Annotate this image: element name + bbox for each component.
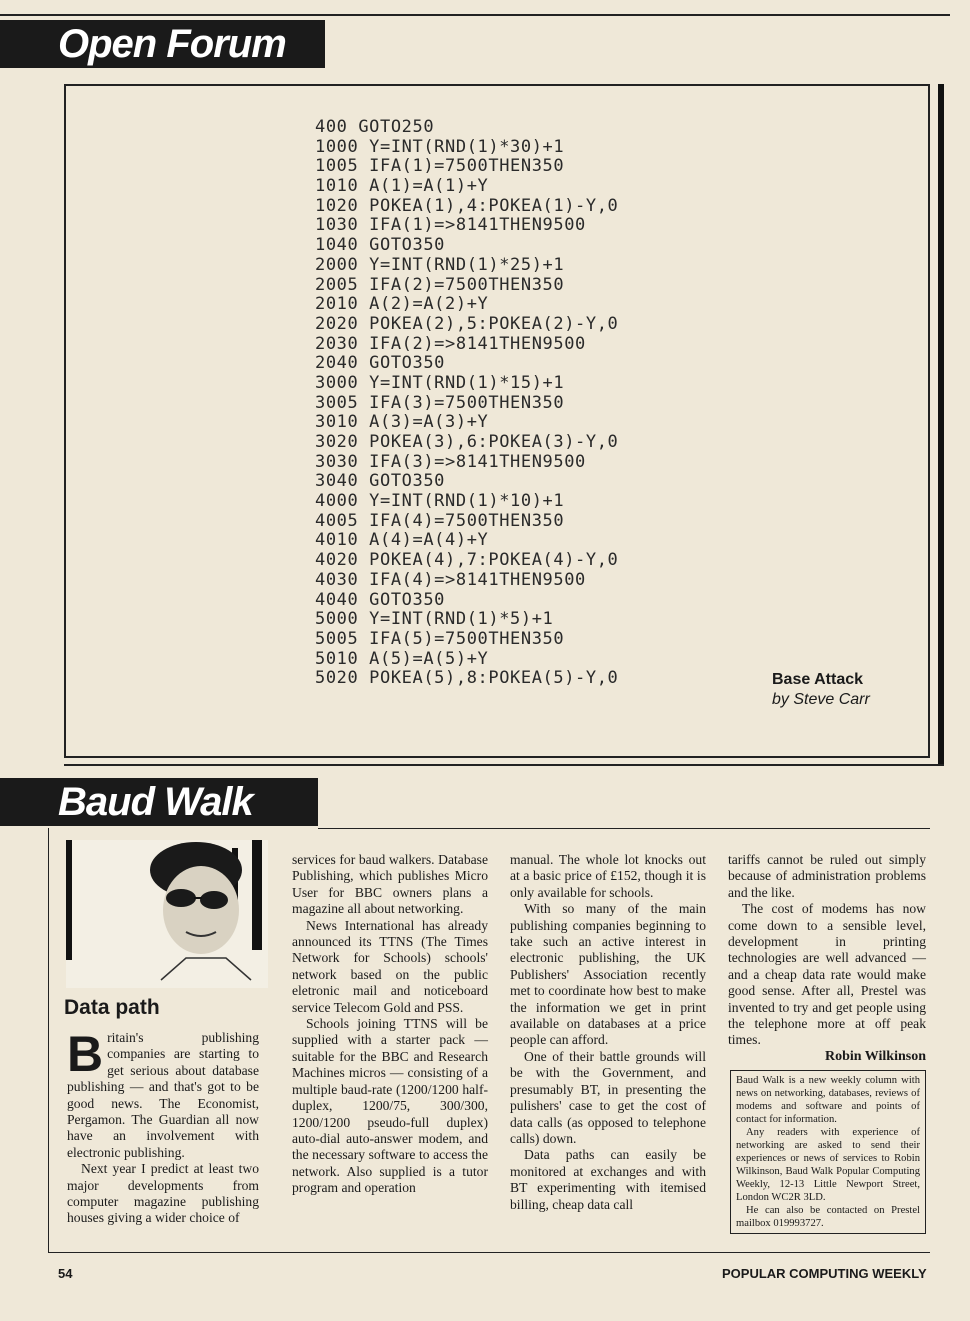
code-line: 5010 A(5)=A(5)+Y [315, 648, 489, 669]
program-author: by Steve Carr [772, 691, 870, 708]
box-shadow-bar [938, 84, 944, 766]
code-line: 2005 IFA(2)=7500THEN350 [315, 274, 565, 295]
author-signature: Robin Wilkinson [824, 1048, 926, 1064]
code-line: 1000 Y=INT(RND(1)*30)+1 [315, 136, 565, 157]
code-line: 5020 POKEA(5),8:POKEA(5)-Y,0 [315, 668, 619, 689]
column-info-box [730, 1070, 926, 1234]
code-line: 400 GOTO250 [315, 117, 435, 137]
page-number: 54 [58, 1266, 73, 1281]
code-line: 1010 A(1)=A(1)+Y [315, 176, 489, 197]
article-column-4 [728, 852, 926, 1065]
top-rule [0, 14, 950, 16]
code-line: 2040 GOTO350 [315, 353, 446, 374]
code-line: 4020 POKEA(4),7:POKEA(4)-Y,0 [315, 550, 619, 571]
note-paragraph: He can also be contacted on Prestel mailbox 019993727. [736, 1205, 920, 1229]
code-line: 3030 IFA(3)=>8141THEN9500 [315, 451, 586, 472]
code-line: 1040 GOTO350 [315, 235, 446, 256]
code-line: 3010 A(3)=A(3)+Y [315, 412, 489, 433]
paragraph: Schools joining TTNS will be supplied with a starter pack — suitable for the BBC and Research Machines micros — consisting of a multiple baud-rate (1200/1200 half-duplex, 1200/75, 300/300, 1200/1200 pseudo-full duplex) auto-dial auto-answer modem, and the necessary software to access the network. Also supplied is a tutor program and operation [292, 1016, 488, 1196]
section-divider [64, 764, 944, 766]
program-credit [772, 670, 870, 710]
code-line: 2010 A(2)=A(2)+Y [315, 294, 489, 315]
code-line: 3020 POKEA(3),6:POKEA(3)-Y,0 [315, 432, 619, 452]
code-line: 4005 IFA(4)=7500THEN350 [315, 510, 565, 531]
code-line: 1030 IFA(1)=>8141THEN9500 [315, 215, 586, 236]
bottom-rule [48, 1252, 930, 1253]
code-line: 3000 Y=INT(RND(1)*15)+1 [315, 372, 565, 393]
portrait-illustration [66, 840, 268, 988]
code-line: 4030 IFA(4)=>8141THEN9500 [315, 569, 586, 590]
code-line: 5000 Y=INT(RND(1)*5)+1 [315, 609, 554, 630]
code-line: 2020 POKEA(2),5:POKEA(2)-Y,0 [315, 313, 619, 334]
paragraph: manual. The whole lot knocks out at a basic price of £152, though it is only available for schools. [510, 852, 706, 900]
paragraph: The cost of modems has now come down to a sensible level, development in printing technologies are well advanced — and a cheap data rate would make good sense. After all, Prestel was invented to try and get people using the telephone more at off peak times. [728, 901, 926, 1048]
code-line: 2000 Y=INT(RND(1)*25)+1 [315, 254, 565, 275]
paragraph: Britain's publishing companies are starting to get serious about database publishing — and that's got to be good news. The Economist, Pergamon. The Guardian all now have an involvement with electronic publishing. [67, 1026, 259, 1160]
author-photo [66, 840, 268, 988]
magazine-name: POPULAR COMPUTING WEEKLY [722, 1266, 927, 1281]
paragraph: With so many of the main publishing companies beginning to take such an active interest in electronic publishing, the UK Publishers' Association recently met to coordinate how best to make the information we get in print available on databases at a price people can afford. [510, 901, 706, 1048]
subhead: Data path [64, 996, 160, 1019]
baud-walk-header: Baud Walk [0, 778, 318, 826]
code-line: 4040 GOTO350 [315, 589, 446, 610]
program-title: Base Attack [772, 671, 864, 688]
code-line: 1020 POKEA(1),4:POKEA(1)-Y,0 [315, 195, 619, 216]
code-line: 3040 GOTO350 [315, 471, 446, 492]
paragraph: News International has already announced its TTNS (The Times Network for Schools) schools' network based on the public eletronic mail and noticeboard service Telecom Gold and PSS. [292, 917, 488, 1015]
article-column-1 [67, 1026, 259, 1227]
header-underline [318, 828, 930, 829]
article-column-3 [510, 852, 706, 1213]
code-line: 4010 A(4)=A(4)+Y [315, 530, 489, 551]
paragraph: One of their battle grounds will be with the Government, and presumably BT, in presenting the pulishers' case to get the cost of data calls (as opposed to telephone calls) down. [510, 1048, 706, 1146]
code-line: 4000 Y=INT(RND(1)*10)+1 [315, 491, 565, 512]
article-column-2 [292, 852, 488, 1197]
drop-cap: B [67, 1026, 104, 1082]
column-left-rule [48, 828, 49, 1252]
paragraph: Next year I predict at least two major developments from computer magazine publishing houses giving a wider choice of [67, 1161, 259, 1226]
paragraph: tariffs cannot be ruled out simply because of administration problems and the like. [728, 852, 926, 900]
note-paragraph: Baud Walk is a new weekly column with news on networking, databases, reviews of modems and software and points of contact for information. [736, 1075, 920, 1125]
note-paragraph: Any readers with experience of networking are asked to send their experiences or news of services to Robin Wilkinson, Baud Walk Popular Computing Weekly, 12-13 Little Newport Street, London WC2R 3LD. [736, 1127, 920, 1203]
paragraph: services for baud walkers. Database Publishing, which publishes Micro User for BBC owners plans a magazine all about networking. [292, 852, 488, 917]
program-listing [315, 118, 618, 689]
code-line: 3005 IFA(3)=7500THEN350 [315, 392, 565, 413]
code-line: 1005 IFA(1)=7500THEN350 [315, 156, 565, 177]
paragraph: Data paths can easily be monitored at exchanges and with BT experimenting with itemised billing, cheap data call [510, 1147, 706, 1212]
code-line: 5005 IFA(5)=7500THEN350 [315, 628, 565, 649]
code-line: 2030 IFA(2)=>8141THEN9500 [315, 333, 586, 354]
open-forum-header: Open Forum [0, 20, 325, 68]
